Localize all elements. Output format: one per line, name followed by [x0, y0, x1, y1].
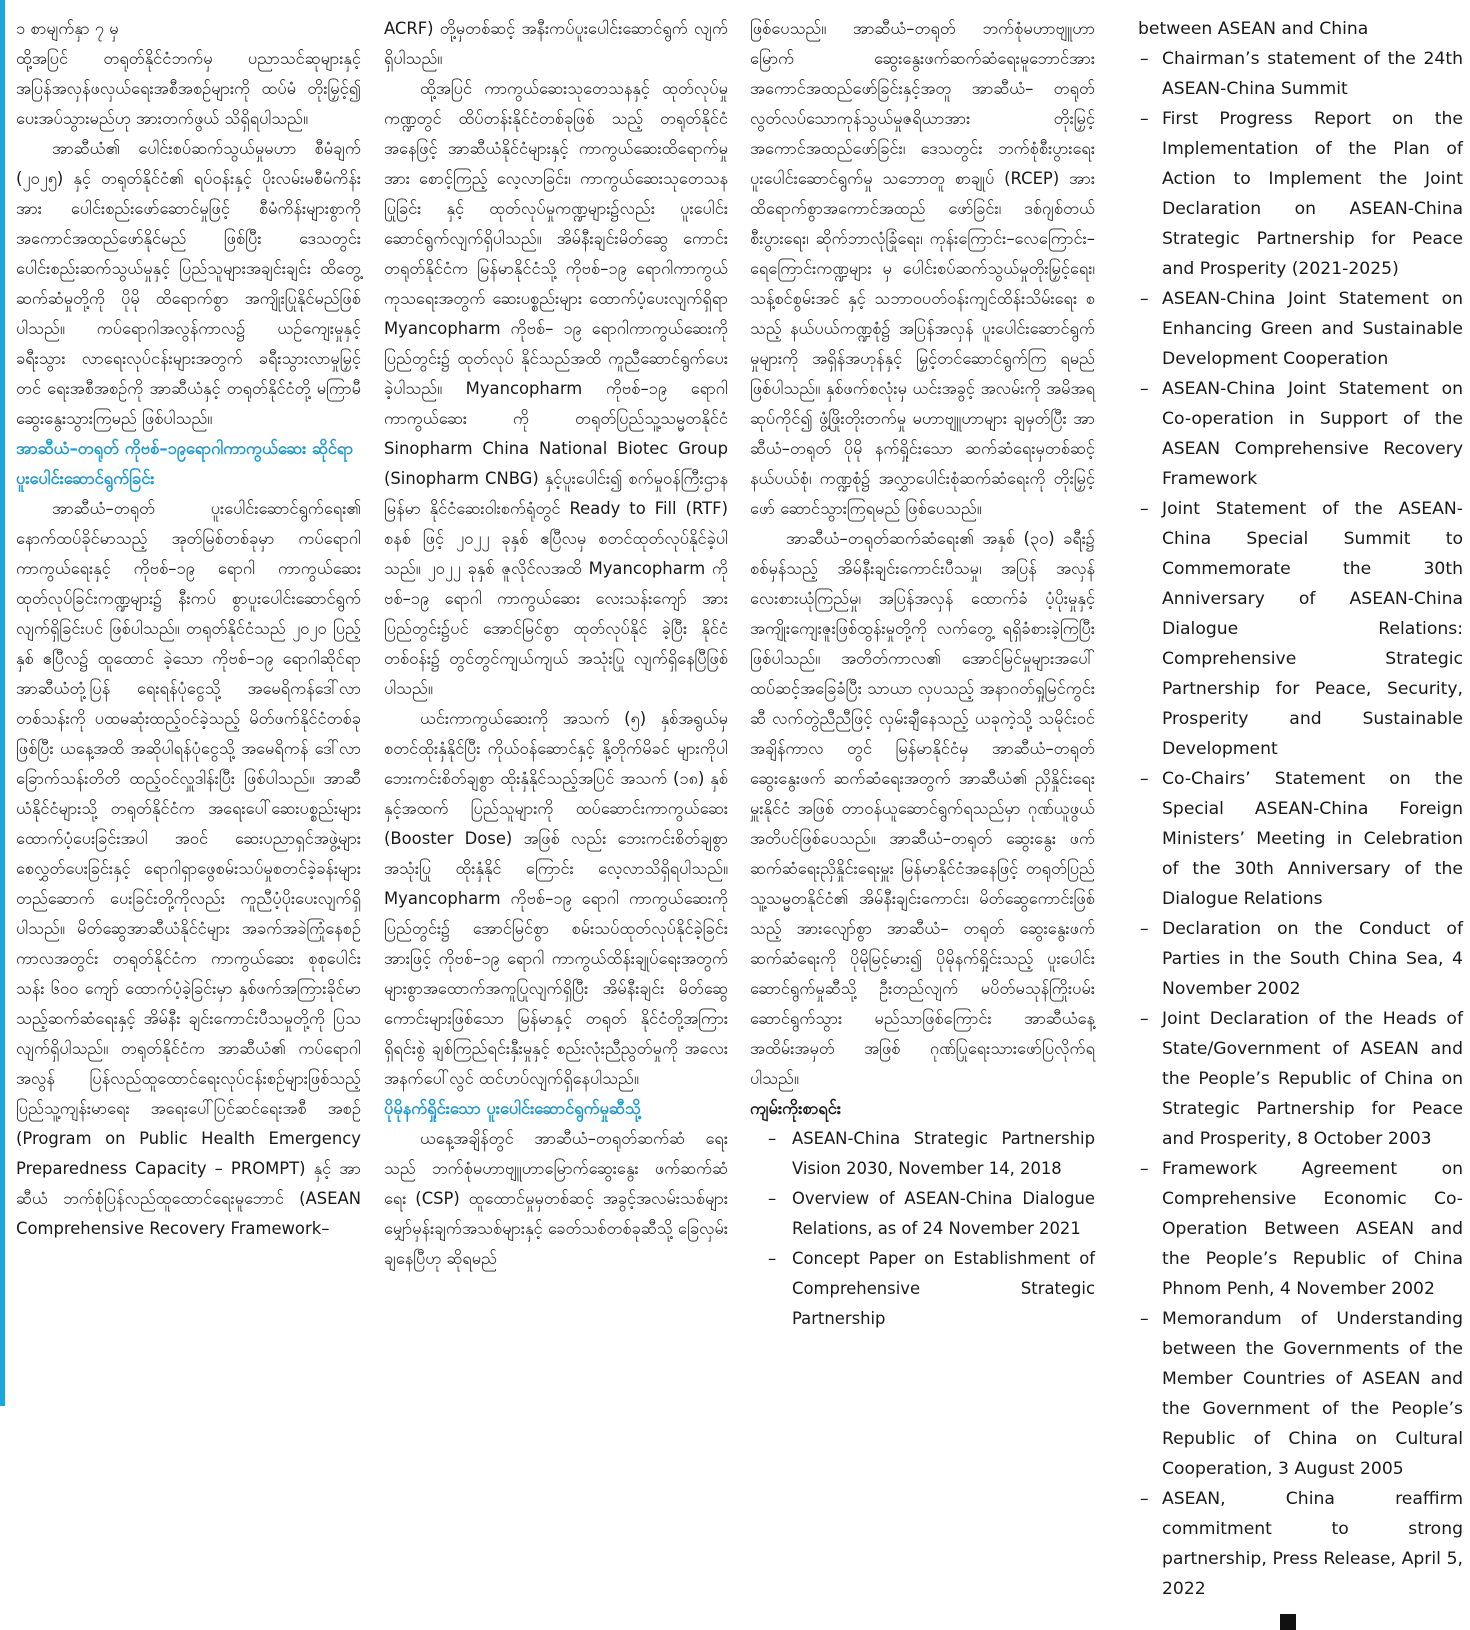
paragraph: အာဆီယံ၏ ပေါင်းစပ်ဆက်သွယ်မှုမဟာ စီမံချက် (၂၀၂၅) နှင့် တရုတ်နိုင်ငံ၏ ရပ်ဝန်းနှင့် ပိုးလမ်းမစီမံကိန်းအား ပေါင်းစည်းဖော်ဆောင်မှုဖြင့် စီမံကိန်းများစွာကို အကောင်အထည်ဖော်နိုင်မည် ဖြစ်ပြီး ဒေသတွင်း ပေါင်းစည်းဆက်သွယ်မှုနှင့် ပြည်သူများအချင်းချင်း ထိတွေ့ဆက်ဆံမှုတို့ကို ပိုမို ထိရောက်စွာ အကျိုးပြုနိုင်မည်ဖြစ်ပါသည်။ ကပ်ရောဂါအလွန်ကာလ၌ ယဉ်ကျေးမှုနှင့် ခရီးသွား လာရေးလုပ်ငန်းများအတွက် ခရီးသွားလာမှုမြှင့်တင် ရေးအစီအစဉ်ကို အာဆီယံနှင့် တရုတ်နိုင်ငံတို့ မကြာမီဆွေးနွေးသွားကြမည် ဖြစ်ပါသည်။ — [16, 139, 361, 428]
reference-item: – Overview of ASEAN-China Dialogue Relations, as of 24 November 2021 — [750, 1184, 1095, 1244]
reference-item: – Joint Declaration of the Heads of State/Government of ASEAN and the People’s Republic of China on Strategic Partnership for Peace and Prosperity, 8 October 2003 — [1138, 1004, 1463, 1154]
paragraph: ဖြစ်ပေသည်။ အာဆီယံ–တရုတ် ဘက်စုံမဟာဗျူဟာ မြောက် ဆွေးနွေးဖက်ဆက်ဆံရေးမူဘောင်အား အကောင်အထည်ဖော်ခြင်းနှင့်အတူ အာဆီယံ– တရုတ် လွတ်လပ်သောကုန်သွယ်မှုဇရိယာအား တိုးမြှင့်အကောင်အထည်ဖော်ခြင်း၊ ဒေသတွင်း ဘက်စုံစီးပွားရေးပူးပေါင်းဆောင်ရွက်မှု သဘောတူ စာချုပ် (RCEP) အား ထိရောက်စွာအကောင်အထည် ဖော်ခြင်း၊ ဒစ်ဂျစ်တယ်စီးပွားရေး၊ ဆိုက်ဘာလုံခြုံရေး၊ ကုန်းကြောင်း–လေကြောင်း–ရေကြောင်းကဏ္ဍများ မှ ပေါင်းစပ်ဆက်သွယ်မှုတိုးမြှင့်ရေး၊ သန့်စင်စွမ်းအင် နှင့် သဘာဝပတ်ဝန်းကျင်ထိန်းသိမ်းရေး စသည့် နယ်ပယ်ကဏ္ဍစုံ၌ အပြန်အလှန် ပူးပေါင်းဆောင်ရွက် မှုများကို အရှိန်အဟုန်နှင့် မြှင့်တင်ဆောင်ရွက်ကြ ရမည် ဖြစ်ပါသည်။ နှစ်ဖက်စလုံးမှ ယင်းအခွင့် အလမ်းကို အမိအရဆုပ်ကိုင်၍ ဖွံ့ဖြိုးတိုးတက်မှု မဟာဗျူဟာများ ချမှတ်ပြီး အာဆီယံ–တရုတ် ပိုမို နက်ရှိုင်းသော ဆက်ဆံရေးမှတစ်ဆင့် နယ်ပယ်စုံ၊ ကဏ္ဍစုံ၌ အလွှာပေါင်းစုံဆက်ဆံရေးကို တိုးမြှင့်ဖော် ဆောင်သွားကြရမည် ဖြစ်ပေသည်။ — [750, 19, 1095, 518]
section-heading: အာဆီယံ–တရုတ် ကိုဗစ်–၁၉ရောဂါကာကွယ်ဆေး ဆိုင်ရာ ပူးပေါင်းဆောင်ရွက်ခြင်း — [16, 439, 354, 488]
paragraph: ACRF) တို့မှတစ်ဆင့် အနီးကပ်ပူးပေါင်းဆောင်ရွက် လျက်ရှိပါသည်။ — [384, 19, 728, 68]
paragraph: ထို့အပြင် ကာကွယ်ဆေးသုတေသနနှင့် ထုတ်လုပ်မှုကဏ္ဍတွင် ထိပ်တန်းနိုင်ငံတစ်ခုဖြစ် သည့် တရုတ်နိုင်ငံအနေဖြင့် အာဆီယံနိုင်ငံများနှင့် ကာကွယ်ဆေးထိရောက်မှုအား စောင့်ကြည့် လေ့လာခြင်း၊ ကာကွယ်ဆေးသုတေသနပြုခြင်း နှင့် ထုတ်လုပ်မှုကဏ္ဍများ၌လည်း ပူးပေါင်း ဆောင်ရွက်လျက်ရှိပါသည်။ အိမ်နီးချင်းမိတ်ဆွေ ကောင်း တရုတ်နိုင်ငံက မြန်မာနိုင်ငံသို့ ကိုဗစ်–၁၉ ရောဂါကာကွယ်ကုသရေးအတွက် ဆေးပစ္စည်းများ ထောက်ပံ့ပေးလျက်ရှိရာ Myancopharm ကိုဗစ်– ၁၉ ရောဂါကာကွယ်ဆေးကို ပြည်တွင်း၌ ထုတ်လုပ် နိုင်သည်အထိ ကူညီဆောင်ရွက်ပေးခဲ့ပါသည်။ Myancopharm ကိုဗစ်–၁၉ ရောဂါ ကာကွယ်ဆေး ကို တရုတ်ပြည်သူ့သမ္မတနိုင်ငံ Sinopharm China National Biotec Group (Sinopharm CNBG) နှင့်ပူးပေါင်း၍ စက်မှုဝန်ကြီးဌာန မြန်မာ နိုင်ငံဆေးဝါးစက်ရုံတွင် Ready to Fill (RTF) စနစ် ဖြင့် ၂၀၂၂ ခုနှစ် ဧပြီလမှ စတင်ထုတ်လုပ်နိုင်ခဲ့ပါ သည်။ ၂၀၂၂ ခုနှစ် ဇူလိုင်လအထိ Myancopharm ကိုဗစ်–၁၉ ရောဂါ ကာကွယ်ဆေး လေးသန်းကျော် အား ပြည်တွင်း၌ပင် အောင်မြင်စွာ ထုတ်လုပ်နိုင် ခဲ့ပြီး နိုင်ငံတစ်ဝန်း၌ တွင်တွင်ကျယ်ကျယ် အသုံးပြု လျက်ရှိနေပြီဖြစ်ပါသည်။ — [384, 79, 728, 698]
reference-item: – ASEAN-China Strategic Partnership Vision 2030, November 14, 2018 — [750, 1124, 1095, 1184]
column-2 — [384, 14, 728, 1398]
references-list — [750, 1124, 1095, 1334]
reference-item: – Concept Paper on Establishment of Comprehensive Strategic Partnership — [750, 1244, 1095, 1334]
paragraph: ယင်းကာကွယ်ဆေးကို အသက် (၅) နှစ်အရွယ်မှ စတင်ထိုးနှံနိုင်ပြီး ကိုယ်ဝန်ဆောင်နှင့် နို့တိုက်မိခင် များကိုပါ ဘေးကင်းစိတ်ချစွာ ထိုးနှံနိုင်သည့်အပြင် အသက် (၁၈) နှစ်နှင့်အထက် ပြည်သူများကို ထပ်ဆောင်းကာကွယ်ဆေး (Booster Dose) အဖြစ် လည်း ဘေးကင်းစိတ်ချစွာအသုံးပြု ထိုးနှံနိုင် ကြောင်း လေ့လာသိရှိရပါသည်။ Myancopharm ကိုဗစ်–၁၉ ရောဂါ ကာကွယ်ဆေးကို ပြည်တွင်း၌ အောင်မြင်စွာ စမ်းသပ်ထုတ်လုပ်နိုင်ခဲ့ခြင်းအားဖြင့် ကိုဗစ်–၁၉ ရောဂါ ကာကွယ်ထိန်းချုပ်ရေးအတွက် များစွာအထောက်အကူပြုလျက်ရှိပြီး အိမ်နီးချင်း မိတ်ဆွေကောင်းများဖြစ်သော မြန်မာနှင့် တရုတ် နိုင်ငံတို့အကြား ရှိရင်းစွဲ ချစ်ကြည်ရင်းနှီးမှုနှင့် စည်းလုံးညီညွတ်မှုကို အလေးအနက်ပေါ်လွင် ထင်ဟပ်လျက်ရှိနေပါသည်။ — [384, 709, 728, 1088]
page-label: ၁ စာမျက်နှာ ၇ မှ — [16, 19, 119, 38]
column-4 — [1138, 14, 1463, 1599]
reference-item: – Joint Statement of the ASEAN-China Special Summit to Commemorate the 30th Anniversary of ASEAN-China Dialogue Relations: Comprehensive Strategic Partnership for Peace, Security, Prosperity and Sustainable Development — [1138, 494, 1463, 764]
reference-continuation: between ASEAN and China — [1138, 19, 1369, 39]
reference-item: – ASEAN-China Joint Statement on Co-operation in Support of the ASEAN Comprehensive Recovery Framework — [1138, 374, 1463, 494]
column-3 — [750, 14, 1095, 1398]
references-list — [1138, 44, 1463, 1604]
references-heading: ကျမ်းကိုးစာရင်း — [750, 1099, 841, 1118]
square-end-mark-icon — [1280, 1614, 1296, 1630]
reference-item: – ASEAN, China reaffirm commitment to strong partnership, Press Release, April 5, 2022 — [1138, 1484, 1463, 1604]
paragraph: အာဆီယံ–တရုတ် ပူးပေါင်းဆောင်ရွက်ရေး၏ နောက်ထပ်ခိုင်မာသည့် အုတ်မြစ်တစ်ခုမှာ ကပ်ရောဂါကာကွယ်ရေးနှင့် ကိုဗစ်–၁၉ ရောဂါ ကာကွယ်ဆေးထုတ်လုပ်ခြင်းကဏ္ဍများ၌ နီးကပ် စွာပူးပေါင်းဆောင်ရွက်လျက်ရှိခြင်းပင် ဖြစ်ပါသည်။ တရုတ်နိုင်ငံသည် ၂၀၂၀ ပြည့်နှစ် ဧပြီလ၌ ထူထောင် ခဲ့သော ကိုဗစ်–၁၉ ရောဂါဆိုင်ရာ အာဆီယံတုံ့ပြန် ရေးရန်ပုံငွေသို့ အမေရိကန်ဒေါ်လာ တစ်သန်းကို ပထမဆုံးထည့်ဝင်ခဲ့သည့် မိတ်ဖက်နိုင်ငံတစ်ခု ဖြစ်ပြီး ယနေ့အထိ အဆိုပါရန်ပုံငွေသို့ အမေရိကန် ဒေါ်လာ ခြောက်သန်းတိတိ ထည့်ဝင်လှူဒါန်းပြီး ဖြစ်ပါသည်။ အာဆီယံနိုင်ငံများသို့ တရုတ်နိုင်ငံက အရေးပေါ်ဆေးပစ္စည်းများ ထောက်ပံ့ပေးခြင်းအပါ အဝင် ဆေးပညာရှင်အဖွဲ့များစေလွှတ်ပေးခြင်းနှင့် ရောဂါရှာဖွေစမ်းသပ်မှုစတင်ခဲ့ခန်းများ တည်ဆောက် ပေးခြင်းတို့ကိုလည်း ကူညီပံ့ပိုးပေးလျက်ရှိပါသည်။ မိတ်ဆွေအာဆီယံနိုင်ငံများ အခက်အခဲကြုံနေစဉ် ကာလအတွင်း တရုတ်နိုင်ငံက ကာကွယ်ဆေး စုစုပေါင်း သန်း ၆၀၀ ကျော် ထောက်ပံ့ခဲ့ခြင်းမှာ နှစ်ဖက်အကြားခိုင်မာသည့်ဆက်ဆံရေးနှင့် အိမ်နီး ချင်းကောင်းပီသမှုတို့ကို ပြသလျက်ရှိပါသည်။ တရုတ်နိုင်ငံက အာဆီယံ၏ ကပ်ရောဂါအလွန် ပြန်လည်ထူထောင်ရေးလုပ်ငန်းစဉ်များဖြစ်သည့် ပြည်သူ့ကျန်းမာရေး အရေးပေါ်ပြင်ဆင်ရေးအစီ အစဉ် (Program on Public Health Emergency Preparedness Capacity – PROMPT) နှင့် အာဆီယံ ဘက်စုံပြန်လည်ထူထောင်ရေးမူဘောင် (ASEAN Comprehensive Recovery Framework– — [16, 499, 361, 1238]
reference-item: – Declaration on the Conduct of Parties in the South China Sea, 4 November 2002 — [1138, 914, 1463, 1004]
reference-item: – Co-Chairs’ Statement on the Special ASEAN-China Foreign Ministers’ Meeting in Celebration of the 30th Anniversary of the Dialogue Relations — [1138, 764, 1463, 914]
reference-item: – Chairman’s statement of the 24th ASEAN-China Summit — [1138, 44, 1463, 104]
section-heading: ပိုမိုနက်ရှိုင်းသော ပူးပေါင်းဆောင်ရွက်မှုဆီသို့ — [384, 1099, 641, 1118]
reference-item: – Framework Agreement on Comprehensive Economic Co-Operation Between ASEAN and the People’s Republic of China Phnom Penh, 4 November 2002 — [1138, 1154, 1463, 1304]
paragraph: ထို့အပြင် တရုတ်နိုင်ငံဘက်မှ ပညာသင်ဆုများနှင့် အပြန်အလှန်ဖလှယ်ရေးအစီအစဉ်များကို ထပ်မံ တိုးမြှင့်၍ ပေးအပ်သွားမည်ဟု အားတက်ဖွယ် သိရှိရပါသည်။ — [16, 49, 361, 128]
accent-bar — [0, 0, 5, 1406]
reference-item: – ASEAN-China Joint Statement on Enhancing Green and Sustainable Development Cooperation — [1138, 284, 1463, 374]
paragraph: ယနေ့အချိန်တွင် အာဆီယံ–တရုတ်ဆက်ဆံ ရေးသည် ဘက်စုံမဟာဗျူဟာမြောက်ဆွေးနွေး ဖက်ဆက်ဆံရေး (CSP) ထူထောင်မှုမှတစ်ဆင့် အခွင့်အလမ်းသစ်များ မျှော်မှန်းချက်အသစ်များနှင့် ခေတ်သစ်တစ်ခုဆီသို့ ခြေလှမ်းချနေပြီဟု ဆိုရမည် — [384, 1129, 728, 1268]
reference-item: – Memorandum of Understanding between the Governments of the Member Countries of ASEAN and the Government of the People’s Republic of China on Cultural Cooperation, 3 August 2005 — [1138, 1304, 1463, 1484]
paragraph: အာဆီယံ–တရုတ်ဆက်ဆံရေး၏ အနှစ် (၃၀) ခရီး၌ စစ်မှန်သည့် အိမ်နီးချင်းကောင်းပီသမှု၊ အပြန် အလှန်လေးစားယုံကြည်မှု၊ အပြန်အလှန် ထောက်ခံ ပံ့ပိုးမှုနှင့် အကျိုးကျေးဇူးဖြစ်ထွန်းမှုတို့ကို လက်တွေ့ ရရှိခံစားခဲ့ကြပြီးဖြစ်ပါသည်။ အတိတ်ကာလ၏ အောင်မြင်မှုများအပေါ် ထပ်ဆင့်အခြေခံပြီး သာယာ လှပသည့် အနာဂတ်ရှုမြင်ကွင်းဆီ လက်တွဲညီညီဖြင့် လှမ်းချီနေသည့် ယခုကဲ့သို့ သမိုင်းဝင်အချိန်ကာလ တွင် မြန်မာနိုင်ငံမှ အာဆီယံ–တရုတ် ဆွေးနွေးဖက် ဆက်ဆံရေးအတွက် အာဆီယံ၏ ညှိနှိုင်းရေးမှူးနိုင်ငံ အဖြစ် တာဝန်ယူဆောင်ရွက်ရသည်မှာ ဂုဏ်ယူဖွယ် အတိပင်ဖြစ်ပေသည်။ အာဆီယံ–တရုတ် ဆွေးနွေး ဖက်ဆက်ဆံရေးညှိနှိုင်းရေးမှူး မြန်မာနိုင်ငံအနေဖြင့် တရုတ်ပြည်သူ့သမ္မတနိုင်ငံ၏ အိမ်နီးချင်းကောင်း၊ မိတ်ဆွေကောင်းဖြစ်သည့် အားလျော်စွာ အာဆီယံ– တရုတ် ဆွေးနွေးဖက်ဆက်ဆံရေးကို ပိုမိုမြင့်မား၍ ပိုမိုနက်ရှိုင်းသည့် ပူးပေါင်းဆောင်ရွက်မှုဆီသို့ ဦးတည်လျက် မပိတ်မသုန်ကြိုးပမ်းဆောင်ရွက်သွား မည်သာဖြစ်ကြောင်း အာဆီယံနေ့ အထိမ်းအမှတ် အဖြစ် ဂုဏ်ပြုရေးသားဖော်ပြလိုက်ရပါသည်။ — [750, 529, 1095, 1088]
column-1 — [16, 14, 361, 1398]
reference-item: – First Progress Report on the Implementation of the Plan of Action to Implement the Joint Declaration on ASEAN-China Strategic Partnership for Peace and Prosperity (2021-2025) — [1138, 104, 1463, 284]
